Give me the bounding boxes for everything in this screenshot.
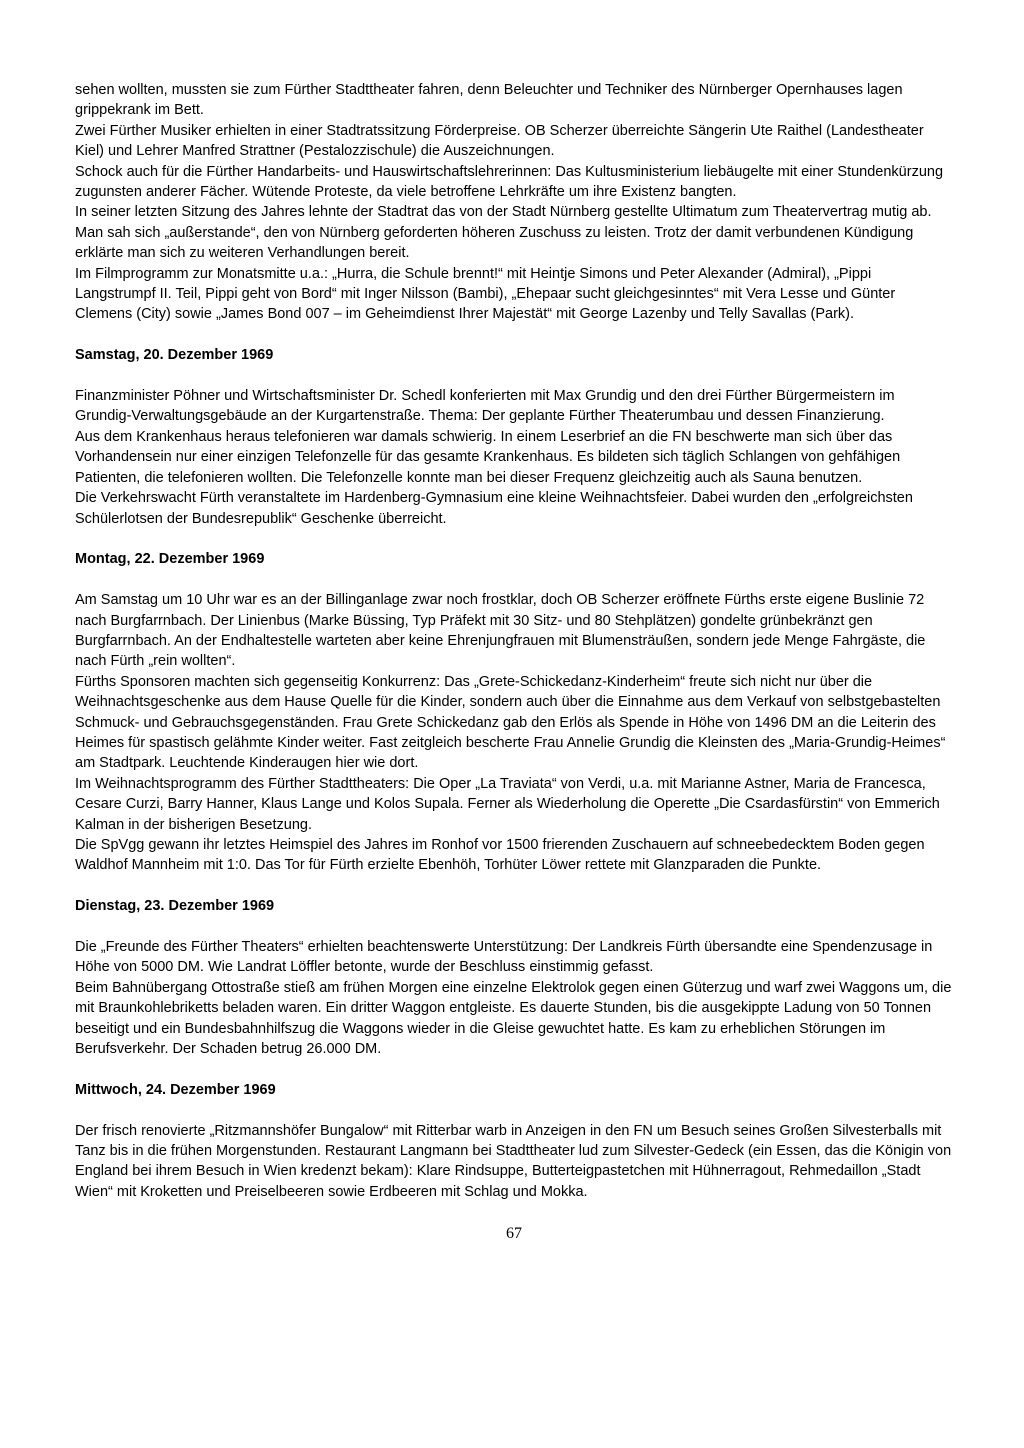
- paragraph: Der frisch renovierte „Ritzmannshöfer Bungalow“ mit Ritterbar warb in Anzeigen in den FN um Besuch seines Großen Silvesterballs mit Tanz bis in die frühen Morgenstunden. Restaurant Langmann bei Stadttheater lud zum Silvester-Gedeck (ein Essen, das die Königin von England bei ihrem Besuch in Wien kredenzt bekam): Klare Rindsuppe, Butterteigpastetchen mit Hühnerragout, Rehmedaillon „Stadt Wien“ mit Kroketten und Preiselbeeren sowie Erdbeeren mit Schlag und Mokka.: [75, 1122, 952, 1200]
- section-samstag-20-dezember-1969: [75, 345, 953, 529]
- paragraph: Die Verkehrswacht Fürth veranstaltete im Hardenberg-Gymnasium eine kleine Weihnachtsfeier. Dabei wurden den „erfolgreichsten Schülerlotsen der Bundesrepublik“ Geschenke überreicht.: [75, 490, 913, 527]
- paragraph: Fürths Sponsoren machten sich gegenseitig Konkurrenz: Das „Grete-Schickedanz-Kinderheim“ freute sich nicht nur über die Weihnachtsgeschenke aus dem Hause Quelle für die Kinder, sondern auch über die Einnahme aus dem Verkauf von selbstgebastelten Schmuck- und Gebrauchsgegenständen. Frau Grete Schickedanz gab den Erlös als Spende in Höhe von 1496 DM an die Leiterin des Heimes für spastisch gelähmte Kinder weiter. Fast zeitgleich bescherte Frau Annelie Grundig die Kleinsten des „Maria-Grundig-Heimes“ am Stadtpark. Leuchtende Kinderaugen hier wie dort.: [75, 673, 946, 772]
- section-intro-continuation: [75, 80, 953, 325]
- paragraph: Die SpVgg gewann ihr letztes Heimspiel des Jahres im Ronhof vor 1500 frierenden Zuschauern auf schneebedecktem Boden gegen Waldhof Mannheim mit 1:0. Das Tor für Fürth erzielte Ebenhöh, Torhüter Löwer rettete mit Glanzparaden die Punkte.: [75, 836, 925, 874]
- section-heading: Dienstag, 23. Dezember 1969: [75, 898, 275, 915]
- paragraph: Zwei Fürther Musiker erhielten in einer Stadtratssitzung Förderpreise. OB Scherzer überreichte Sängerin Ute Raithel (Landestheater Kiel) und Lehrer Manfred Strattner (Pestalozzischule) die Auszeichnungen.: [75, 122, 924, 160]
- document-content: [75, 80, 953, 1244]
- paragraph: Finanzminister Pöhner und Wirtschaftsminister Dr. Schedl konferierten mit Max Grundig und den drei Fürther Bürgermeistern im Grundig-Verwaltungsgebäude an der Kurgartenstraße. Thema: Der geplante Fürther Theaterumbau und dessen Finanzierung.: [75, 388, 895, 425]
- paragraph: Im Filmprogramm zur Monatsmitte u.a.: „Hurra, die Schule brennt!“ mit Heintje Simons und Peter Alexander (Admiral), „Pippi Langstrumpf II. Teil, Pippi geht von Bord“ mit Inger Nilsson (Bambi), „Ehepaar sucht gleichgesinntes“ mit Vera Lesse und Günter Clemens (City) sowie „James Bond 007 – im Geheimdienst Ihrer Majestät“ mit George Lazenby und Telly Savallas (Park).: [75, 265, 896, 323]
- section-mittwoch-24-dezember-1969: [75, 1080, 953, 1202]
- paragraph: Beim Bahnübergang Ottostraße stieß am frühen Morgen eine einzelne Elektrolok gegen einen Güterzug und warf zwei Waggons um, die mit Braunkohlebriketts beladen waren. Ein dritter Waggon entgleiste. Es dauerte Stunden, bis die ausgekippte Ladung von 50 Tonnen beseitigt und ein Bundesbahnhilfszug die Waggons wieder in die Gleise gewuchtet hatte. Es kam zu erheblichen Störungen im Berufsverkehr. Der Schaden betrug 26.000 DM.: [75, 979, 952, 1057]
- section-heading: Samstag, 20. Dezember 1969: [75, 347, 274, 364]
- paragraph: sehen wollten, mussten sie zum Fürther Stadttheater fahren, denn Beleuchter und Techniker des Nürnberger Opernhauses lagen grippekrank im Bett.: [75, 82, 903, 119]
- paragraph: In seiner letzten Sitzung des Jahres lehnte der Stadtrat das von der Stadt Nürnberg gestellte Ultimatum zum Theatervertrag mutig ab. Man sah sich „außerstande“, den von Nürnberg geforderten höheren Zuschuss zu leisten. Trotz der damit verbundenen Kündigung erklärte man sich zu weiteren Verhandlungen bereit.: [75, 204, 932, 262]
- paragraph: Am Samstag um 10 Uhr war es an der Billinganlage zwar noch frostklar, doch OB Scherzer eröffnete Fürths erste eigene Buslinie 72 nach Burgfarrnbach. Der Linienbus (Marke Büssing, Typ Präfekt mit 30 Sitz- und 80 Stehplätzen) gondelte grünbekränzt gen Burgfarrnbach. An der Endhaltestelle warteten aber keine Ehrenjungfrauen mit Blumensträußen, sondern jede Menge Fahrgäste, die nach Fürth „rein wollten“.: [75, 592, 926, 670]
- paragraph: Schock auch für die Fürther Handarbeits- und Hauswirtschaftslehrerinnen: Das Kultusministerium liebäugelte mit einer Stundenkürzung zugunsten anderer Fächer. Wütende Proteste, da viele betroffene Lehrkräfte um ihre Existenz bangten.: [75, 163, 944, 201]
- section-dienstag-23-dezember-1969: [75, 896, 953, 1059]
- paragraph: Aus dem Krankenhaus heraus telefonieren war damals schwierig. In einem Leserbrief an die FN beschwerte man sich über das Vorhandensein nur einer einzigen Telefonzelle für das gesamte Krankenhaus. Es bildeten sich täglich Schlangen von gehfähigen Patienten, die telefonieren wollten. Die Telefonzelle konnte man bei dieser Frequenz gleichzeitig auch als Sauna benutzen.: [75, 428, 901, 486]
- paragraph: Im Weihnachtsprogramm des Fürther Stadttheaters: Die Oper „La Traviata“ von Verdi, u.a. mit Marianne Astner, Maria de Francesca, Cesare Curzi, Barry Hanner, Klaus Lange und Kolos Supala. Ferner als Wiederholung die Operette „Die Csardasfürstin“ von Emmerich Kalman in der bisherigen Besetzung.: [75, 775, 940, 833]
- section-montag-22-dezember-1969: [75, 549, 953, 875]
- section-heading: Mittwoch, 24. Dezember 1969: [75, 1081, 276, 1098]
- paragraph: Die „Freunde des Fürther Theaters“ erhielten beachtenswerte Unterstützung: Der Landkreis Fürth übersandte eine Spendenzusage in Höhe von 5000 DM. Wie Landrat Löffler betonte, wurde der Beschluss einstimmig gefasst.: [75, 938, 933, 976]
- page-number: 67: [506, 1225, 522, 1243]
- section-heading: Montag, 22. Dezember 1969: [75, 551, 265, 568]
